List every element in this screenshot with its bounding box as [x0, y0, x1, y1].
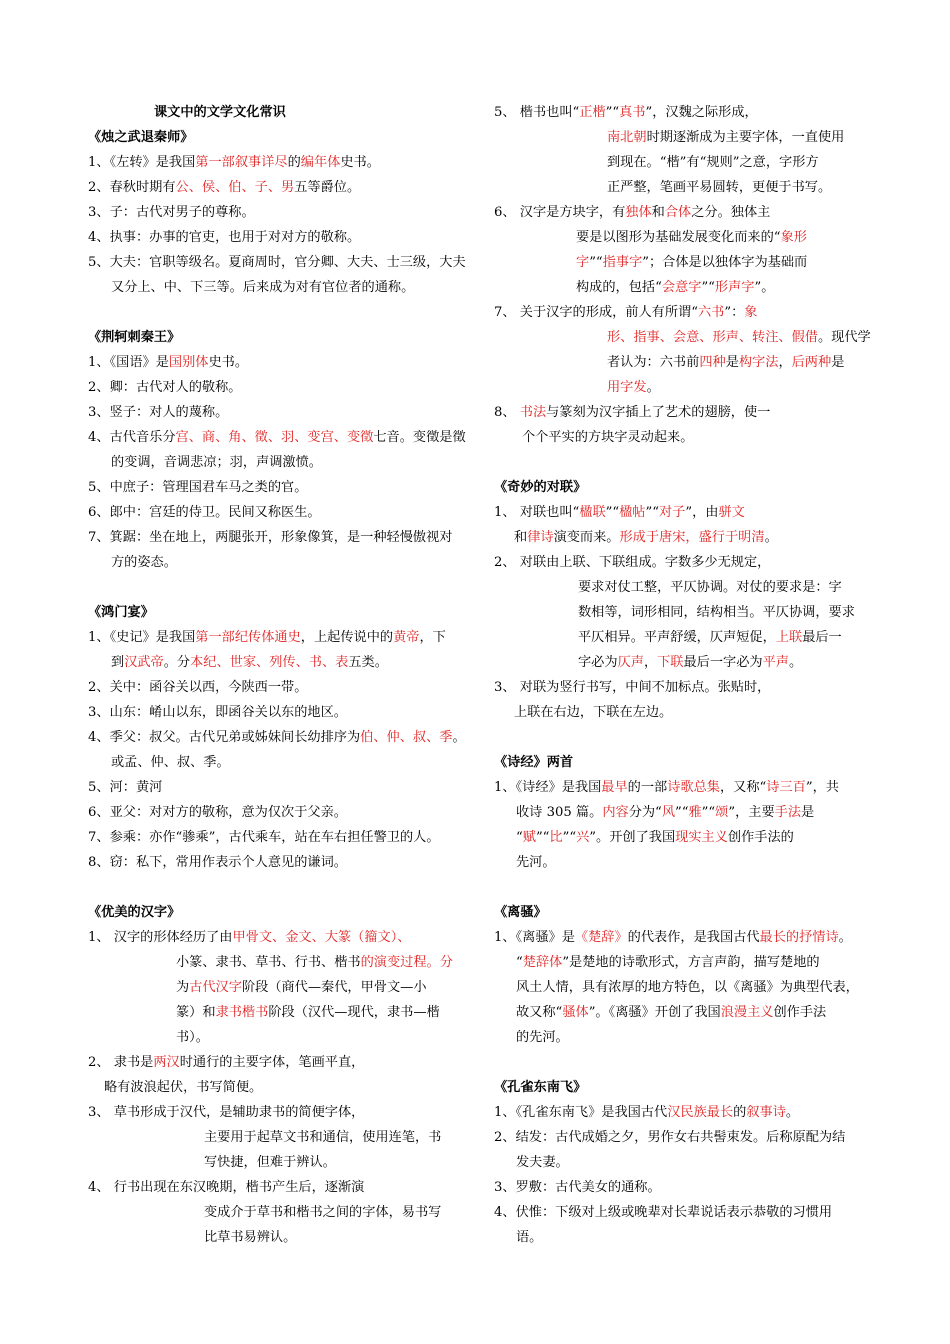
text-segment: 5、 楷书也叫“: [494, 105, 580, 120]
section-heading: 《荆轲刺秦王》: [88, 330, 181, 345]
text-segment: ”“: [589, 255, 603, 270]
text-line: 的先河。: [516, 1030, 569, 1045]
text-segment: ”“: [535, 830, 550, 845]
text-line: [494, 350, 862, 375]
text-segment: 的: [733, 1105, 747, 1120]
text-segment: 4、季父：叔父。古代兄弟或姊妹间长幼排序为: [88, 730, 361, 745]
text-line: [88, 725, 466, 750]
text-segment: 是: [725, 355, 739, 370]
highlighted-text: 雅: [688, 805, 702, 820]
highlighted-text: 骈文: [718, 505, 745, 520]
highlighted-text: 公、侯、伯、子、男: [175, 180, 295, 195]
text-line: 2、 对联由上联、下联组成。字数多少无规定，: [494, 555, 771, 570]
text-line: [494, 950, 862, 975]
text-line: [494, 200, 862, 225]
text-line: [494, 775, 862, 800]
text-segment: 1、《国语》是: [88, 355, 169, 370]
text-segment: 之分。独体主: [691, 205, 771, 220]
text-segment: 创作手法: [773, 1005, 827, 1020]
text-segment: ”“: [675, 805, 689, 820]
text-segment: 最后一字必为: [683, 655, 763, 670]
text-line: 4、伏惟：下级对上级或晚辈对长辈说话表示恭敬的习惯用: [494, 1205, 833, 1220]
text-line: 主要用于起草文书和通信，使用连笔，书: [204, 1130, 442, 1145]
text-line: 或孟、仲、叔、季。: [111, 755, 230, 770]
highlighted-text: 国别体: [168, 355, 209, 370]
highlighted-text: 指事字: [602, 255, 643, 270]
highlighted-text: 楹联: [579, 505, 606, 520]
highlighted-text: 浪漫主义: [720, 1005, 774, 1020]
highlighted-text: 第一部叙事详尽: [195, 155, 288, 170]
text-segment: 。: [838, 930, 852, 945]
highlighted-text: 构字法: [738, 355, 779, 370]
highlighted-text: 两汉: [153, 1055, 180, 1070]
highlighted-text: 后两种: [791, 355, 832, 370]
highlighted-text: 合体: [664, 205, 692, 220]
text-line: 正严整，笔画平易圆转，更便于书写。: [607, 180, 832, 195]
section-heading: 《离骚》: [494, 905, 547, 920]
text-segment: 和: [651, 205, 665, 220]
highlighted-text: 风: [661, 805, 675, 820]
highlighted-text: 兴: [576, 830, 590, 845]
text-segment: 演变而来。: [553, 530, 620, 545]
highlighted-text: 《楚辞》: [574, 930, 628, 945]
page-title: 课文中的文学文化常识: [154, 105, 286, 120]
text-segment: ”“: [701, 280, 715, 295]
text-line: 2、结发：古代成婚之夕，男作女右共髻束发。后称原配为结: [494, 1130, 846, 1145]
text-line: [494, 925, 862, 950]
text-segment: 到: [111, 655, 125, 670]
text-segment: ”“: [605, 105, 620, 120]
text-segment: 1、《史记》是我国: [88, 630, 196, 645]
text-line: 7、箕踞：坐在地上，两腿张开，形象像箕，是一种轻慢傲视对: [88, 530, 453, 545]
text-segment: 阶段（汉代—现代，隶书—楷: [268, 1005, 440, 1020]
text-line: 数相等，词形相同，结构相当。平仄协调，要求: [578, 605, 855, 620]
text-segment: ”：: [724, 305, 745, 320]
text-segment: 时通行的主要字体，笔画平直，: [179, 1055, 365, 1070]
text-segment: 创作手法的: [727, 830, 794, 845]
text-line: 比草书易辨认。: [204, 1230, 297, 1245]
text-segment: 8、: [494, 405, 520, 420]
text-segment: ”，汉魏之际形成，: [645, 105, 758, 120]
text-line: 的变调，音调悲凉；羽，声调激愤。: [111, 455, 322, 470]
text-segment: 的: [287, 155, 301, 170]
text-segment: 。: [789, 655, 803, 670]
text-segment: 与篆刻为汉字插上了艺术的翅膀，使一: [546, 405, 771, 420]
text-segment: 字必为: [578, 655, 618, 670]
highlighted-text: 比: [549, 830, 563, 845]
text-line: 发夫妻。: [516, 1155, 569, 1170]
highlighted-text: 隶书楷书: [215, 1005, 269, 1020]
highlighted-text: 用字发: [607, 380, 647, 395]
section-heading: 《鸿门宴》: [88, 605, 154, 620]
text-segment: 1、《离骚》是: [494, 930, 575, 945]
text-segment: ”，由: [685, 505, 719, 520]
text-segment: 1、 对联也叫“: [494, 505, 580, 520]
highlighted-text: 律诗: [527, 530, 554, 545]
highlighted-text: 形声字: [714, 280, 755, 295]
text-line: 先河。: [516, 855, 556, 870]
text-line: [494, 325, 871, 350]
text-line: [494, 800, 862, 825]
text-segment: 时期逐渐成为主要字体，一直使用: [646, 130, 845, 145]
text-line: 3、竖子：对人的蔑称。: [88, 405, 229, 420]
text-segment: 平仄相异。平声舒缓，仄声短促，: [578, 630, 776, 645]
text-line: 又分上、中、下三等。后来成为对有官位者的通称。: [111, 280, 415, 295]
text-segment: 阶段（商代—秦代，甲骨文—小: [241, 980, 427, 995]
highlighted-text: 象形: [780, 230, 807, 245]
highlighted-text: 楚辞体: [522, 955, 563, 970]
text-line: 5、河：黄河: [88, 780, 163, 795]
text-segment: 五类。: [348, 655, 388, 670]
text-segment: ”。《离骚》开创了我国: [588, 1005, 721, 1020]
text-line: [88, 950, 462, 975]
text-segment: 七音。变徵是徵: [373, 430, 466, 445]
highlighted-text: 诗三百: [766, 780, 806, 795]
text-line: 7、参乘：亦作“骖乘”，古代乘车，站在车右担任警卫的人。: [88, 830, 440, 845]
text-line: [494, 500, 862, 525]
text-segment: 的代表作，是我国古代: [627, 930, 760, 945]
text-segment: 最后一: [802, 630, 842, 645]
text-line: 语。: [516, 1230, 543, 1245]
text-line: 5、大夫：官职等级名。夏商周时，官分卿、大夫、士三级，大夫: [88, 255, 466, 270]
text-line: 8、窃：私下，常用作表示个人意见的谦词。: [88, 855, 347, 870]
text-line: 上联在右边，下联在左边。: [514, 705, 673, 720]
highlighted-text: 正楷: [579, 105, 606, 120]
text-segment: 故又称“: [516, 1005, 563, 1020]
text-segment: ”，主要: [728, 805, 775, 820]
text-segment: 7、 关于汉字的形成，前人有所谓“: [494, 305, 698, 320]
text-segment: ，: [778, 355, 792, 370]
text-line: 个个平实的方块字灵动起来。: [522, 430, 694, 445]
highlighted-text: 颂: [715, 805, 729, 820]
text-line: [88, 975, 462, 1000]
text-segment: 1、 汉字的形体经历了由: [88, 930, 233, 945]
text-segment: 6、 汉字是方块字，有: [494, 205, 626, 220]
text-line: [494, 225, 862, 250]
text-segment: 收诗 305 篇。: [516, 805, 603, 820]
highlighted-text: 黄帝: [393, 630, 420, 645]
text-line: [88, 1000, 462, 1025]
text-segment: 的一部: [627, 780, 668, 795]
section-heading: 《奇妙的对联》: [494, 480, 587, 495]
text-segment: ”。: [754, 280, 775, 295]
text-segment: ”“: [605, 505, 620, 520]
text-line: [88, 175, 462, 200]
text-line: 3、 草书形成于汉代，是辅助隶书的简便字体，: [88, 1105, 365, 1120]
text-line: [494, 375, 862, 400]
text-segment: 4、古代音乐分: [88, 430, 176, 445]
highlighted-text: 四种: [699, 355, 726, 370]
text-line: 变成介于草书和楷书之间的字体，易书写: [204, 1205, 442, 1220]
text-segment: 史书。: [340, 155, 380, 170]
highlighted-text: 手法: [774, 805, 802, 820]
text-line: 6、亚父：对对方的敬称，意为仅次于父亲。: [88, 805, 347, 820]
text-segment: “: [516, 955, 523, 970]
highlighted-text: 下联: [657, 655, 684, 670]
text-segment: ，下: [419, 630, 446, 645]
highlighted-text: 书法: [519, 405, 547, 420]
text-line: [494, 125, 862, 150]
text-line: 4、 行书出现在东汉晚期，楷书产生后，逐渐演: [88, 1180, 365, 1195]
text-segment: ”“: [645, 505, 659, 520]
text-line: [494, 275, 862, 300]
highlighted-text: 对子: [658, 505, 686, 520]
highlighted-text: 会意字: [661, 280, 702, 295]
text-line: [494, 250, 862, 275]
text-line: 3、 对联为竖行书写，中间不加标点。张贴时，: [494, 680, 771, 695]
text-segment: ”，共: [805, 780, 839, 795]
text-line: [494, 400, 862, 425]
text-segment: ，上起传说中的: [300, 630, 394, 645]
highlighted-text: 诗歌总集: [667, 780, 720, 795]
text-line: [88, 425, 466, 450]
section-heading: 《诗经》两首: [494, 755, 574, 770]
text-line: [88, 150, 462, 175]
highlighted-text: 本纪、世家、列传、书、表: [190, 655, 349, 670]
highlighted-text: 独体: [625, 205, 652, 220]
text-segment: 构成的，包括“: [576, 280, 662, 295]
text-segment: 史书。: [208, 355, 249, 370]
highlighted-text: 象: [744, 305, 758, 320]
highlighted-text: 最长的抒情诗: [759, 930, 839, 945]
text-line: [88, 925, 462, 950]
text-line: 3、罗敷：古代美女的通称。: [494, 1180, 661, 1195]
highlighted-text: 赋: [522, 830, 536, 845]
text-line: 略有波浪起伏，书写简便。: [104, 1080, 263, 1095]
highlighted-text: 汉武帝: [124, 655, 164, 670]
text-line: 2、关中：函谷关以西，今陕西一带。: [88, 680, 308, 695]
text-segment: ”；合体是以独体字为基础而: [642, 255, 808, 270]
highlighted-text: 古代汉字: [189, 980, 242, 995]
text-segment: ”。开创了我国: [589, 830, 676, 845]
text-segment: 。: [764, 530, 778, 545]
text-segment: ”“: [701, 805, 716, 820]
highlighted-text: 南北朝: [607, 130, 647, 145]
text-segment: ，: [643, 655, 658, 670]
text-segment: ”是楚地的诗歌形式，方言声韵，描写楚地的: [562, 955, 820, 970]
text-segment: 小篆、隶书、草书、行书、楷书: [176, 955, 361, 970]
text-segment: 是: [831, 355, 845, 370]
text-segment: “: [516, 830, 523, 845]
text-segment: 。: [646, 380, 660, 395]
text-segment: 2、 隶书是: [88, 1055, 154, 1070]
text-line: [494, 525, 862, 550]
text-segment: 1、《诗经》是我国: [494, 780, 602, 795]
section-heading: 《优美的汉字》: [88, 905, 181, 920]
highlighted-text: 上联: [775, 630, 803, 645]
highlighted-text: 宫、商、角、徵、羽、变宫、变徵: [175, 430, 374, 445]
text-segment: 者认为：六书前: [607, 355, 700, 370]
highlighted-text: 字: [576, 255, 590, 270]
right-column: [494, 100, 871, 1250]
text-line: [88, 350, 462, 375]
text-line: 到现在。“楷”有“规则”之意，字形方: [607, 155, 819, 170]
text-segment: 。: [785, 1105, 800, 1120]
text-line: 3、子：古代对男子的尊称。: [88, 205, 255, 220]
text-line: [494, 625, 862, 650]
text-segment: 五等爵位。: [294, 180, 361, 195]
text-segment: 2、春秋时期有: [88, 180, 176, 195]
highlighted-text: 平声: [762, 655, 789, 670]
highlighted-text: 楹帖: [619, 505, 646, 520]
text-line: 书）。: [176, 1030, 209, 1045]
highlighted-text: 最早: [601, 780, 628, 795]
text-line: 方的姿态。: [111, 555, 177, 570]
text-segment: 1、《左转》是我国: [88, 155, 196, 170]
text-segment: 。分: [163, 655, 191, 670]
highlighted-text: 现实主义: [675, 830, 728, 845]
highlighted-text: 仄声: [617, 655, 644, 670]
text-segment: 为: [176, 980, 190, 995]
text-line: 3、山东：崤山以东，即函谷关以东的地区。: [88, 705, 347, 720]
text-segment: 。: [452, 730, 466, 745]
highlighted-text: 第一部纪传体通史: [195, 630, 301, 645]
highlighted-text: 形成于唐宋，盛行于明清: [619, 530, 765, 545]
text-segment: 1、《孔雀东南飞》是我国古代: [494, 1105, 668, 1120]
text-line: 4、执事：办事的官吏，也用于对对方的敬称。: [88, 230, 361, 245]
left-column: [88, 100, 466, 1250]
text-line: [88, 1050, 462, 1075]
text-line: 风土人情，具有浓厚的地方特色，以《离骚》为典型代表，: [516, 980, 859, 995]
section-heading: 《孔雀东南飞》: [494, 1080, 587, 1095]
text-line: [494, 300, 862, 325]
highlighted-text: 叙事诗: [746, 1105, 786, 1120]
highlighted-text: 真书: [619, 105, 646, 120]
text-line: 5、中庶子：管理国君车马之类的官。: [88, 480, 308, 495]
text-segment: 篆）和: [176, 1005, 216, 1020]
text-segment: 是: [801, 805, 815, 820]
text-line: [494, 100, 862, 125]
highlighted-text: 骚体: [562, 1005, 589, 1020]
text-line: [494, 1000, 862, 1025]
text-line: 6、郎中：宫廷的侍卫。民间又称医生。: [88, 505, 321, 520]
highlighted-text: 伯、仲、叔、季: [360, 730, 453, 745]
text-segment: 。现代学: [818, 330, 871, 345]
text-line: 要求对仗工整，平仄协调。对仗的要求是：字: [578, 580, 842, 595]
text-line: [494, 650, 862, 675]
text-segment: ”“: [562, 830, 577, 845]
text-segment: 分为“: [628, 805, 662, 820]
highlighted-text: 甲骨文、金文、大篆（籀文）、: [232, 930, 411, 945]
highlighted-text: 汉民族最长: [667, 1105, 734, 1120]
highlighted-text: 编年体: [300, 155, 341, 170]
text-line: [494, 1100, 862, 1125]
text-segment: 要是以图形为基础发展变化而来的“: [576, 230, 781, 245]
text-segment: 和: [514, 530, 528, 545]
text-segment: ，又称“: [719, 780, 767, 795]
text-line: [88, 625, 462, 650]
text-line: [88, 650, 462, 675]
highlighted-text: 六书: [697, 305, 725, 320]
text-line: 2、卿：古代对人的敬称。: [88, 380, 242, 395]
highlighted-text: 内容: [602, 805, 629, 820]
text-line: 写快捷，但难于辨认。: [204, 1155, 336, 1170]
highlighted-text: 形、指事、会意、形声、转注、假借: [607, 330, 818, 345]
highlighted-text: 的演变过程。分: [360, 955, 453, 970]
text-line: [494, 825, 862, 850]
section-heading: 《烛之武退秦师》: [88, 130, 194, 145]
